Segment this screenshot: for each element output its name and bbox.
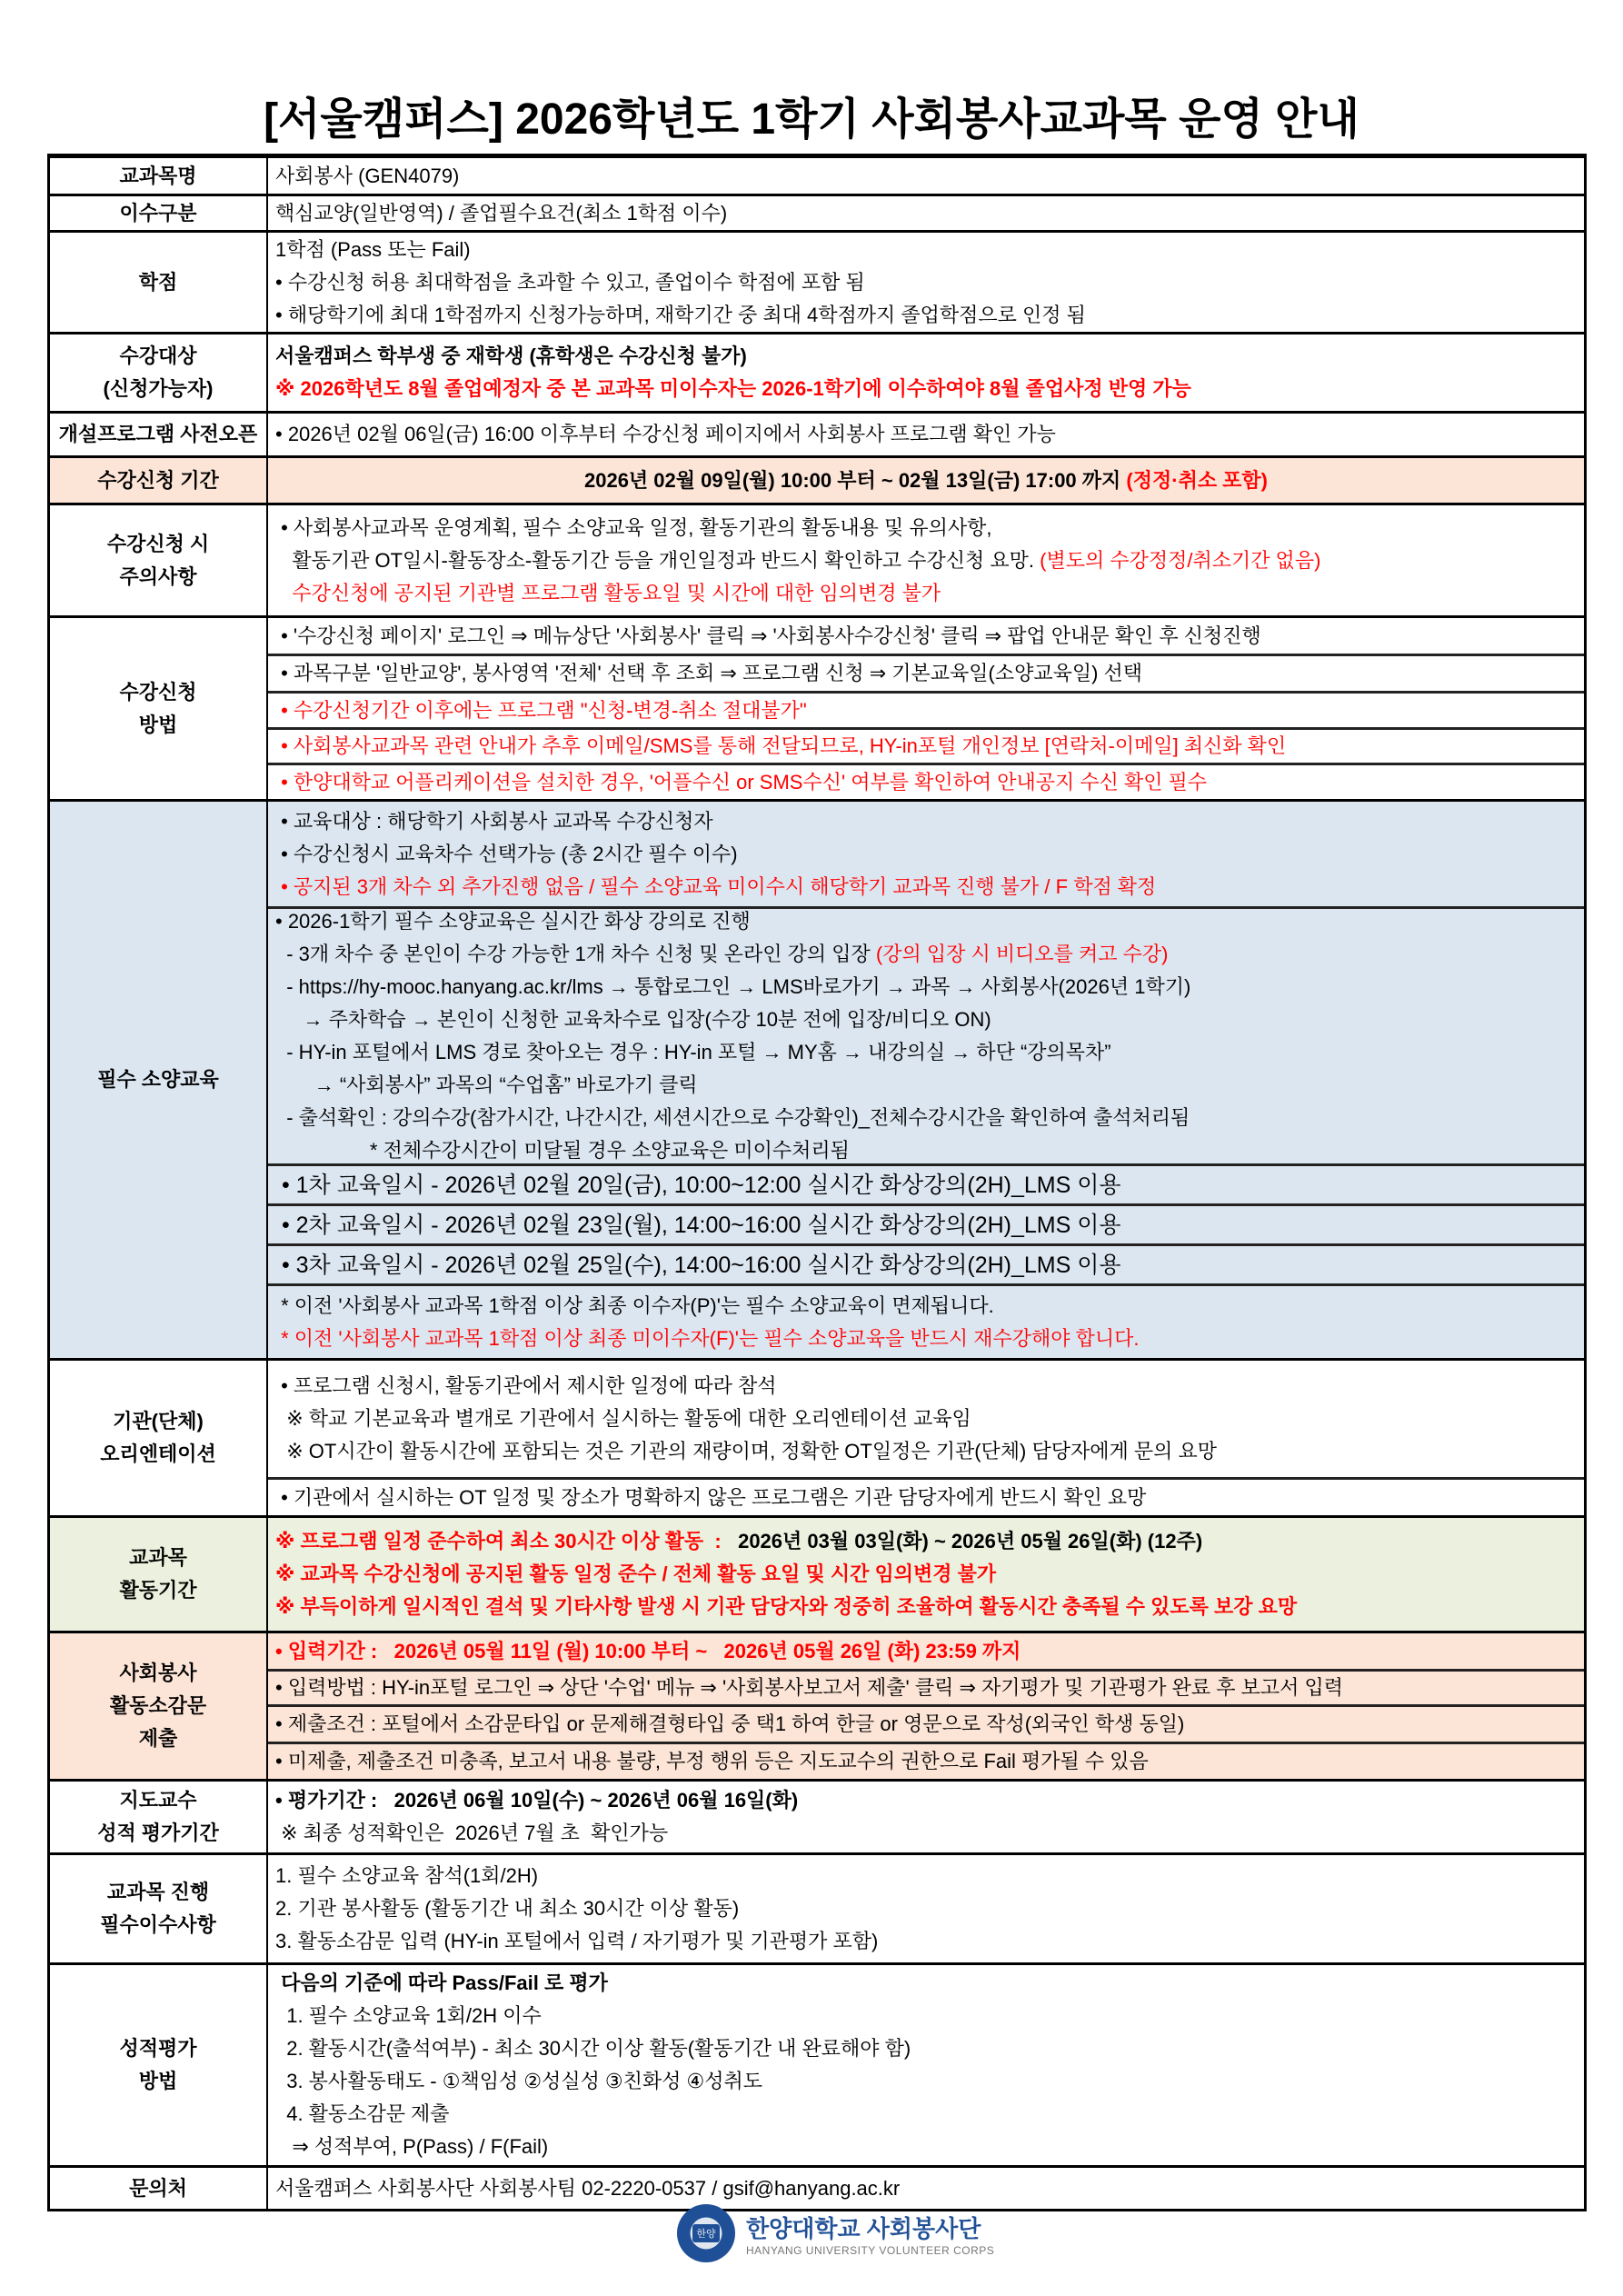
row-content-cell xyxy=(268,1704,1584,1742)
content-line xyxy=(275,160,1577,193)
content-line xyxy=(275,1708,1577,1741)
row-label xyxy=(50,196,268,230)
content-line xyxy=(275,2032,1577,2065)
highlight-text: (강의 입장 시 비디오를 켜고 수강) xyxy=(875,943,1169,965)
row-content-cell xyxy=(268,1669,1584,1704)
row-content-cell xyxy=(268,334,1584,411)
table-row xyxy=(50,158,1584,194)
body-text: → “사회봉사” 과목의 “수업홈” 바로가기 클릭 xyxy=(275,1073,698,1096)
row-content-cell xyxy=(268,1243,1584,1283)
content-line xyxy=(275,1635,1577,1668)
row-content-cell xyxy=(268,1477,1584,1515)
row-label xyxy=(50,334,268,411)
body-text: ※ 최종 성적확인은 2026년 7월 초 확인가능 xyxy=(275,1822,669,1844)
row-label-line: 지도교수 xyxy=(119,1789,197,1812)
row-content-cell xyxy=(268,1163,1584,1203)
footer-logo xyxy=(677,2204,994,2262)
body-text: 3. 활동소감문 입력 (HY-in 포털에서 입력 / 자기평가 및 기관평가 포함) xyxy=(275,1930,879,1952)
row-label xyxy=(50,1782,268,1852)
body-text: - HY-in 포털에서 LMS 경로 찾아오는 경우 : HY-in 포털 → MY홈 → 내강의실 → 하단 “강의목차” xyxy=(275,1041,1111,1063)
row-label-line: 방법 xyxy=(138,2070,178,2092)
row-label xyxy=(50,618,268,799)
content-line xyxy=(275,1745,1577,1778)
content-line xyxy=(275,1290,1577,1323)
content-line xyxy=(275,1672,1577,1704)
row-label xyxy=(50,158,268,194)
body-text: • 평가기간 : 2026년 06월 10일(수) ~ 2026년 06월 16일(화) xyxy=(275,1789,799,1812)
table-row xyxy=(50,1515,1584,1631)
row-label-line: 활동소감문 xyxy=(109,1694,207,1717)
body-text: • '수강신청 페이지' 로그인 ⇒ 메뉴상단 '사회봉사' 클릭 ⇒ '사회봉사수강신청' 클릭 ⇒ 팝업 안내문 확인 후 신청진행 xyxy=(275,624,1261,647)
content-line xyxy=(275,1525,1577,1558)
body-text: ⇒ 성적부여, P(Pass) / F(Fail) xyxy=(275,2135,549,2158)
row-label-line: 수강대상 xyxy=(119,344,197,367)
body-text: • 입력방법 : HY-in포털 로그인 ⇒ 상단 '수업' 메뉴 ⇒ '사회봉사보고서 제출' 클릭 ⇒ 자기평가 및 기관평가 완료 후 보고서 입력 xyxy=(275,1676,1343,1699)
content-line xyxy=(275,1134,1577,1163)
row-label-line: 개설프로그램 사전오픈 xyxy=(58,423,258,445)
body-text: • 1차 교육일시 - 2026년 02월 20일(금), 10:00~12:00 실시간 화상강의(2H)_LMS 이용 xyxy=(275,1172,1121,1198)
row-label xyxy=(50,414,268,455)
body-text: 2. 기관 봉사활동 (활동기간 내 최소 30시간 이상 활동) xyxy=(275,1897,740,1920)
row-label-line: 수강신청 시 xyxy=(106,532,210,555)
body-text: 1. 필수 소양교육 참석(1회/2H) xyxy=(275,1864,539,1887)
content-line xyxy=(275,544,1577,577)
content-line xyxy=(275,657,1577,690)
highlight-text: ※ 프로그램 일정 준수하여 최소 30시간 이상 활동 : xyxy=(275,1530,739,1552)
body-text: 4. 활동소감문 제출 xyxy=(275,2102,450,2125)
body-text: • 과목구분 '일반교양', 봉사영역 '전체' 선택 후 조회 ⇒ 프로그램 신청 ⇒ 기본교육일(소양교육일) 선택 xyxy=(275,662,1143,684)
body-text: 2026년 02월 09일(월) 10:00 부터 ~ 02월 13일(금) 17:00 까지 xyxy=(583,468,1127,492)
row-label xyxy=(50,1633,268,1779)
row-label-line: 필수 소양교육 xyxy=(97,1068,219,1091)
row-content-cell xyxy=(268,233,1584,332)
row-content-cell xyxy=(268,158,1584,194)
body-text: • 해당학기에 최대 1학점까지 신청가능하며, 재학기간 중 최대 4학점까지 졸업학점으로 인정 됨 xyxy=(275,303,1086,326)
content-line xyxy=(275,197,1577,230)
body-text: - 3개 차수 중 본인이 수강 가능한 1개 차수 신청 및 온라인 강의 입장 xyxy=(275,943,876,965)
logo-english-text: HANYANG UNIVERSITY VOLUNTEER CORPS xyxy=(746,2243,995,2257)
row-label-line: 수강신청 xyxy=(119,680,197,704)
row-label xyxy=(50,802,268,1358)
content-line xyxy=(275,1482,1577,1514)
highlight-text: • 사회봉사교과목 관련 안내가 추후 이메일/SMS를 통해 전달되므로, HY-in포털 개인정보 [연락처-이메일] 최신화 확인 xyxy=(275,734,1287,757)
body-text: 1. 필수 소양교육 1회/2H 이수 xyxy=(275,2004,542,2027)
highlight-text: • 입력기간 : 2026년 05월 11일 (월) 10:00 부터 ~ 2026년 05월 26일 (화) 23:59 까지 xyxy=(275,1639,1021,1662)
content-line xyxy=(275,2065,1577,2098)
content-line xyxy=(275,1591,1577,1623)
content-line xyxy=(275,1558,1577,1591)
row-label-line: 필수이수사항 xyxy=(100,1913,216,1936)
content-line xyxy=(275,906,1577,938)
table-row xyxy=(50,1852,1584,1962)
row-label xyxy=(50,505,268,615)
row-label-line: 학점 xyxy=(138,270,178,294)
highlight-text: (정정·취소 포함) xyxy=(1126,468,1269,492)
highlight-text: • 공지된 3개 차수 외 추가진행 없음 / 필수 소양교육 미이수시 해당학기 교과목 진행 불가 / F 학점 확정 xyxy=(275,874,1157,898)
content-line xyxy=(275,373,1577,405)
content-line xyxy=(275,1817,1577,1850)
body-text: 3. 봉사활동태도 - ①책임성 ②성실성 ③친화성 ④성취도 xyxy=(275,2070,763,2092)
body-text: • 3차 교육일시 - 2026년 02월 25일(수), 14:00~16:00 실시간 화상강의(2H)_LMS 이용 xyxy=(275,1252,1121,1278)
table-row xyxy=(50,799,1584,1358)
row-label-line: 기관(단체) xyxy=(113,1410,204,1433)
content-line xyxy=(275,730,1577,763)
body-text: - 출석확인 : 강의수강(참가시간, 나간시간, 세션시간으로 수강확인)_전체수강시간을 확인하여 출석처리됨 xyxy=(275,1106,1190,1129)
row-content-cell xyxy=(268,1518,1584,1631)
body-text: * 이전 '사회봉사 교과목 1학점 이상 최종 이수자(P)'는 필수 소양교육이 면제됩니다. xyxy=(275,1293,994,1317)
row-content-cell xyxy=(268,1742,1584,1779)
row-label xyxy=(50,1965,268,2165)
university-seal-icon: 한양 xyxy=(677,2204,735,2262)
table-row xyxy=(50,2165,1584,2209)
content-line xyxy=(275,2098,1577,2131)
logo-korean-text: 한양대학교 사회봉사단 xyxy=(746,2214,981,2242)
row-label-line: 주의사항 xyxy=(119,564,197,588)
page-title: [서울캠퍼스] 2026학년도 1학기 사회봉사교과목 운영 안내 xyxy=(264,95,1359,144)
body-text: • 기관에서 실시하는 OT 일정 및 장소가 명확하지 않은 프로그램은 기관 담당자에게 반드시 확인 요망 xyxy=(275,1485,1147,1509)
content-line xyxy=(275,1169,1577,1202)
body-text: 활동기관 OT일시-활동장소-활동기간 등을 개인일정과 반드시 확인하고 수강신청 요망. xyxy=(275,548,1041,572)
table-row xyxy=(50,503,1584,615)
content-line xyxy=(275,971,1577,1003)
row-label xyxy=(50,1518,268,1631)
row-content-cell xyxy=(268,802,1584,906)
content-line xyxy=(275,577,1577,610)
table-row xyxy=(50,455,1584,503)
table-row xyxy=(50,411,1584,455)
row-content-cell xyxy=(268,1855,1584,1962)
row-label-line: 활동기간 xyxy=(119,1579,197,1602)
body-text: - https://hy-mooc.hanyang.ac.kr/lms → 통합로그인 → LMS바로가기 → 과목 → 사회봉사(2026년 1학기) xyxy=(275,975,1191,998)
table-row xyxy=(50,1962,1584,2165)
row-content-cell xyxy=(268,727,1584,763)
highlight-text: ※ 교과목 수강신청에 공지된 활동 일정 준수 / 전체 활동 요일 및 시간 임의변경 불가 xyxy=(275,1562,997,1585)
table-row xyxy=(50,615,1584,799)
table-row xyxy=(50,194,1584,230)
row-label-line: (신청가능자) xyxy=(103,377,214,400)
content-line xyxy=(275,512,1577,544)
row-label-line: 방법 xyxy=(138,713,178,736)
highlight-text: • 한양대학교 어플리케이션을 설치한 경우, '어플수신 or SMS수신' 여부를 확인하여 안내공지 수신 확인 필수 xyxy=(275,770,1208,794)
content-line xyxy=(275,2000,1577,2032)
content-line xyxy=(275,620,1577,653)
content-line xyxy=(275,1892,1577,1925)
row-label xyxy=(50,1855,268,1962)
row-label-line: 성적 평가기간 xyxy=(97,1822,219,1844)
table-row xyxy=(50,1631,1584,1779)
body-text: 다음의 기준에 따라 Pass/Fail 로 평가 xyxy=(275,1972,608,1994)
highlight-text: • 수강신청기간 이후에는 프로그램 "신청-변경-취소 절대불가" xyxy=(275,698,807,722)
body-text: 1학점 (Pass 또는 Fail) xyxy=(275,237,471,261)
content-line xyxy=(275,2172,1577,2205)
highlight-text: 수강신청에 공지된 기관별 프로그램 활동요일 및 시간에 대한 임의변경 불가 xyxy=(275,581,941,604)
content-line xyxy=(275,340,1577,373)
row-content-cell xyxy=(268,196,1584,230)
body-text: • 프로그램 신청시, 활동기관에서 제시한 일정에 따라 참석 xyxy=(275,1374,777,1397)
body-text: 서울캠퍼스 학부생 중 재학생 (휴학생은 수강신청 불가) xyxy=(275,344,747,367)
content-line xyxy=(275,838,1577,871)
content-line xyxy=(275,418,1577,451)
row-label-line: 수강신청 기간 xyxy=(97,468,219,492)
row-content-cell xyxy=(268,1283,1584,1358)
row-label-line: 교과목 xyxy=(129,1546,187,1569)
table-row xyxy=(50,1358,1584,1515)
row-content-cell xyxy=(268,618,1584,654)
body-text: * 전체수강시간이 미달될 경우 소양교육은 미이수처리됨 xyxy=(275,1139,850,1162)
course-info-table xyxy=(47,154,1587,2211)
body-text: • 제출조건 : 포털에서 소감문타입 or 문제해결형타입 중 택1 하여 한글 or 영문으로 작성(외국인 학생 동일) xyxy=(275,1712,1185,1735)
row-content-cell xyxy=(268,763,1584,799)
body-text: • 수강신청 허용 최대학점을 초과할 수 있고, 졸업이수 학점에 포함 됨 xyxy=(275,270,865,294)
content-line xyxy=(275,1209,1577,1242)
content-line xyxy=(275,1323,1577,1355)
row-content-cell xyxy=(268,1633,1584,1669)
row-content-cell xyxy=(268,1965,1584,2165)
highlight-text: ※ 부득이하게 일시적인 결석 및 기타사항 발생 시 기관 담당자와 정중히 조율하여 활동시간 충족될 수 있도록 보강 요망 xyxy=(275,1595,1298,1618)
row-label-line: 이수구분 xyxy=(119,201,197,225)
content-line xyxy=(275,1860,1577,1892)
content-line xyxy=(584,464,1268,497)
row-label-line: 오리엔테이션 xyxy=(100,1442,216,1465)
content-line xyxy=(275,871,1577,903)
content-line xyxy=(275,938,1577,971)
content-line xyxy=(275,1003,1577,1036)
row-content-cell xyxy=(268,906,1584,1163)
content-line xyxy=(275,1102,1577,1134)
body-text: • 교육대상 : 해당학기 사회봉사 교과목 수강신청자 xyxy=(275,809,713,833)
content-line xyxy=(275,234,1577,266)
highlight-text: ※ 2026학년도 8월 졸업예정자 중 본 교과목 미이수자는 2026-1학기에 이수하여야 8월 졸업사정 반영 가능 xyxy=(275,377,1191,400)
content-line xyxy=(275,266,1577,299)
body-text: • 미제출, 제출조건 미충족, 보고서 내용 불량, 부정 행위 등은 지도교수의 권한으로 Fail 평가될 수 있음 xyxy=(275,1750,1149,1772)
body-text: 서울캠퍼스 사회봉사단 사회봉사팀 02-2220-0537 / gsif@hanyang.ac.kr xyxy=(275,2176,901,2200)
row-label xyxy=(50,458,268,503)
table-row xyxy=(50,332,1584,411)
content-line xyxy=(275,1784,1577,1817)
content-line xyxy=(275,1249,1577,1282)
row-label xyxy=(50,1361,268,1515)
row-label-line: 제출 xyxy=(138,1727,178,1750)
body-text: ※ OT시간이 활동시간에 포함되는 것은 기관의 재량이며, 정확한 OT일정은 기관(단체) 담당자에게 문의 요망 xyxy=(275,1440,1217,1462)
row-label-line: 교과목명 xyxy=(119,164,197,187)
body-text: • 2026-1학기 필수 소양교육은 실시간 화상 강의로 진행 xyxy=(275,910,751,933)
body-text: • 2026년 02월 06일(금) 16:00 이후부터 수강신청 페이지에서 사회봉사 프로그램 확인 가능 xyxy=(275,423,1056,445)
row-content-cell xyxy=(268,1361,1584,1477)
table-row xyxy=(50,230,1584,332)
content-line xyxy=(275,1435,1577,1468)
table-row xyxy=(50,1779,1584,1852)
row-label-line: 성적평가 xyxy=(119,2037,197,2060)
body-text: ※ 학교 기본교육과 별개로 기관에서 실시하는 활동에 대한 오리엔테이션 교육임 xyxy=(275,1407,971,1430)
content-line xyxy=(275,299,1577,332)
content-line xyxy=(275,1069,1577,1102)
row-content-cell xyxy=(268,414,1584,455)
row-label xyxy=(50,2168,268,2209)
row-content-cell xyxy=(268,654,1584,691)
body-text: → 주차학습 → 본인이 신청한 교육차수로 입장(수강 10분 전에 입장/비디오 ON) xyxy=(275,1008,991,1031)
content-line xyxy=(275,2131,1577,2163)
body-text: • 사회봉사교과목 운영계획, 필수 소양교육 일정, 활동기관의 활동내용 및 유의사항, xyxy=(275,515,992,539)
content-line xyxy=(275,1403,1577,1435)
body-text: 2. 활동시간(출석여부) - 최소 30시간 이상 활동(활동기간 내 완료해야 함) xyxy=(275,2037,911,2060)
body-text: 사회봉사 (GEN4079) xyxy=(275,164,460,187)
row-label-line: 사회봉사 xyxy=(119,1662,197,1684)
content-line xyxy=(275,805,1577,838)
highlight-text: * 이전 '사회봉사 교과목 1학점 이상 최종 미이수자(F)'는 필수 소양교육을 반드시 재수강해야 합니다. xyxy=(275,1326,1140,1350)
row-content-cell xyxy=(268,458,1584,503)
body-text: 2026년 03월 03일(화) ~ 2026년 05월 26일(화) (12주) xyxy=(738,1530,1203,1552)
highlight-text: (별도의 수강정정/취소기간 없음) xyxy=(1040,548,1321,572)
content-line xyxy=(275,1925,1577,1958)
row-content-cell xyxy=(268,2168,1584,2209)
content-line xyxy=(275,694,1577,727)
content-line xyxy=(275,766,1577,799)
row-content-cell xyxy=(268,505,1584,615)
row-label xyxy=(50,233,268,332)
body-text: • 수강신청시 교육차수 선택가능 (총 2시간 필수 이수) xyxy=(275,842,738,865)
row-content-cell xyxy=(268,1203,1584,1243)
row-label-line: 문의처 xyxy=(129,2176,187,2200)
content-line xyxy=(275,1967,1577,2000)
row-label-line: 교과목 진행 xyxy=(106,1881,210,1903)
row-content-cell xyxy=(268,1782,1584,1852)
body-text: 핵심교양(일반영역) / 졸업필수요건(최소 1학점 이수) xyxy=(275,201,728,225)
body-text: • 2차 교육일시 - 2026년 02월 23일(월), 14:00~16:00 실시간 화상강의(2H)_LMS 이용 xyxy=(275,1212,1121,1238)
content-line xyxy=(275,1370,1577,1403)
row-content-cell xyxy=(268,691,1584,727)
content-line xyxy=(275,1036,1577,1069)
